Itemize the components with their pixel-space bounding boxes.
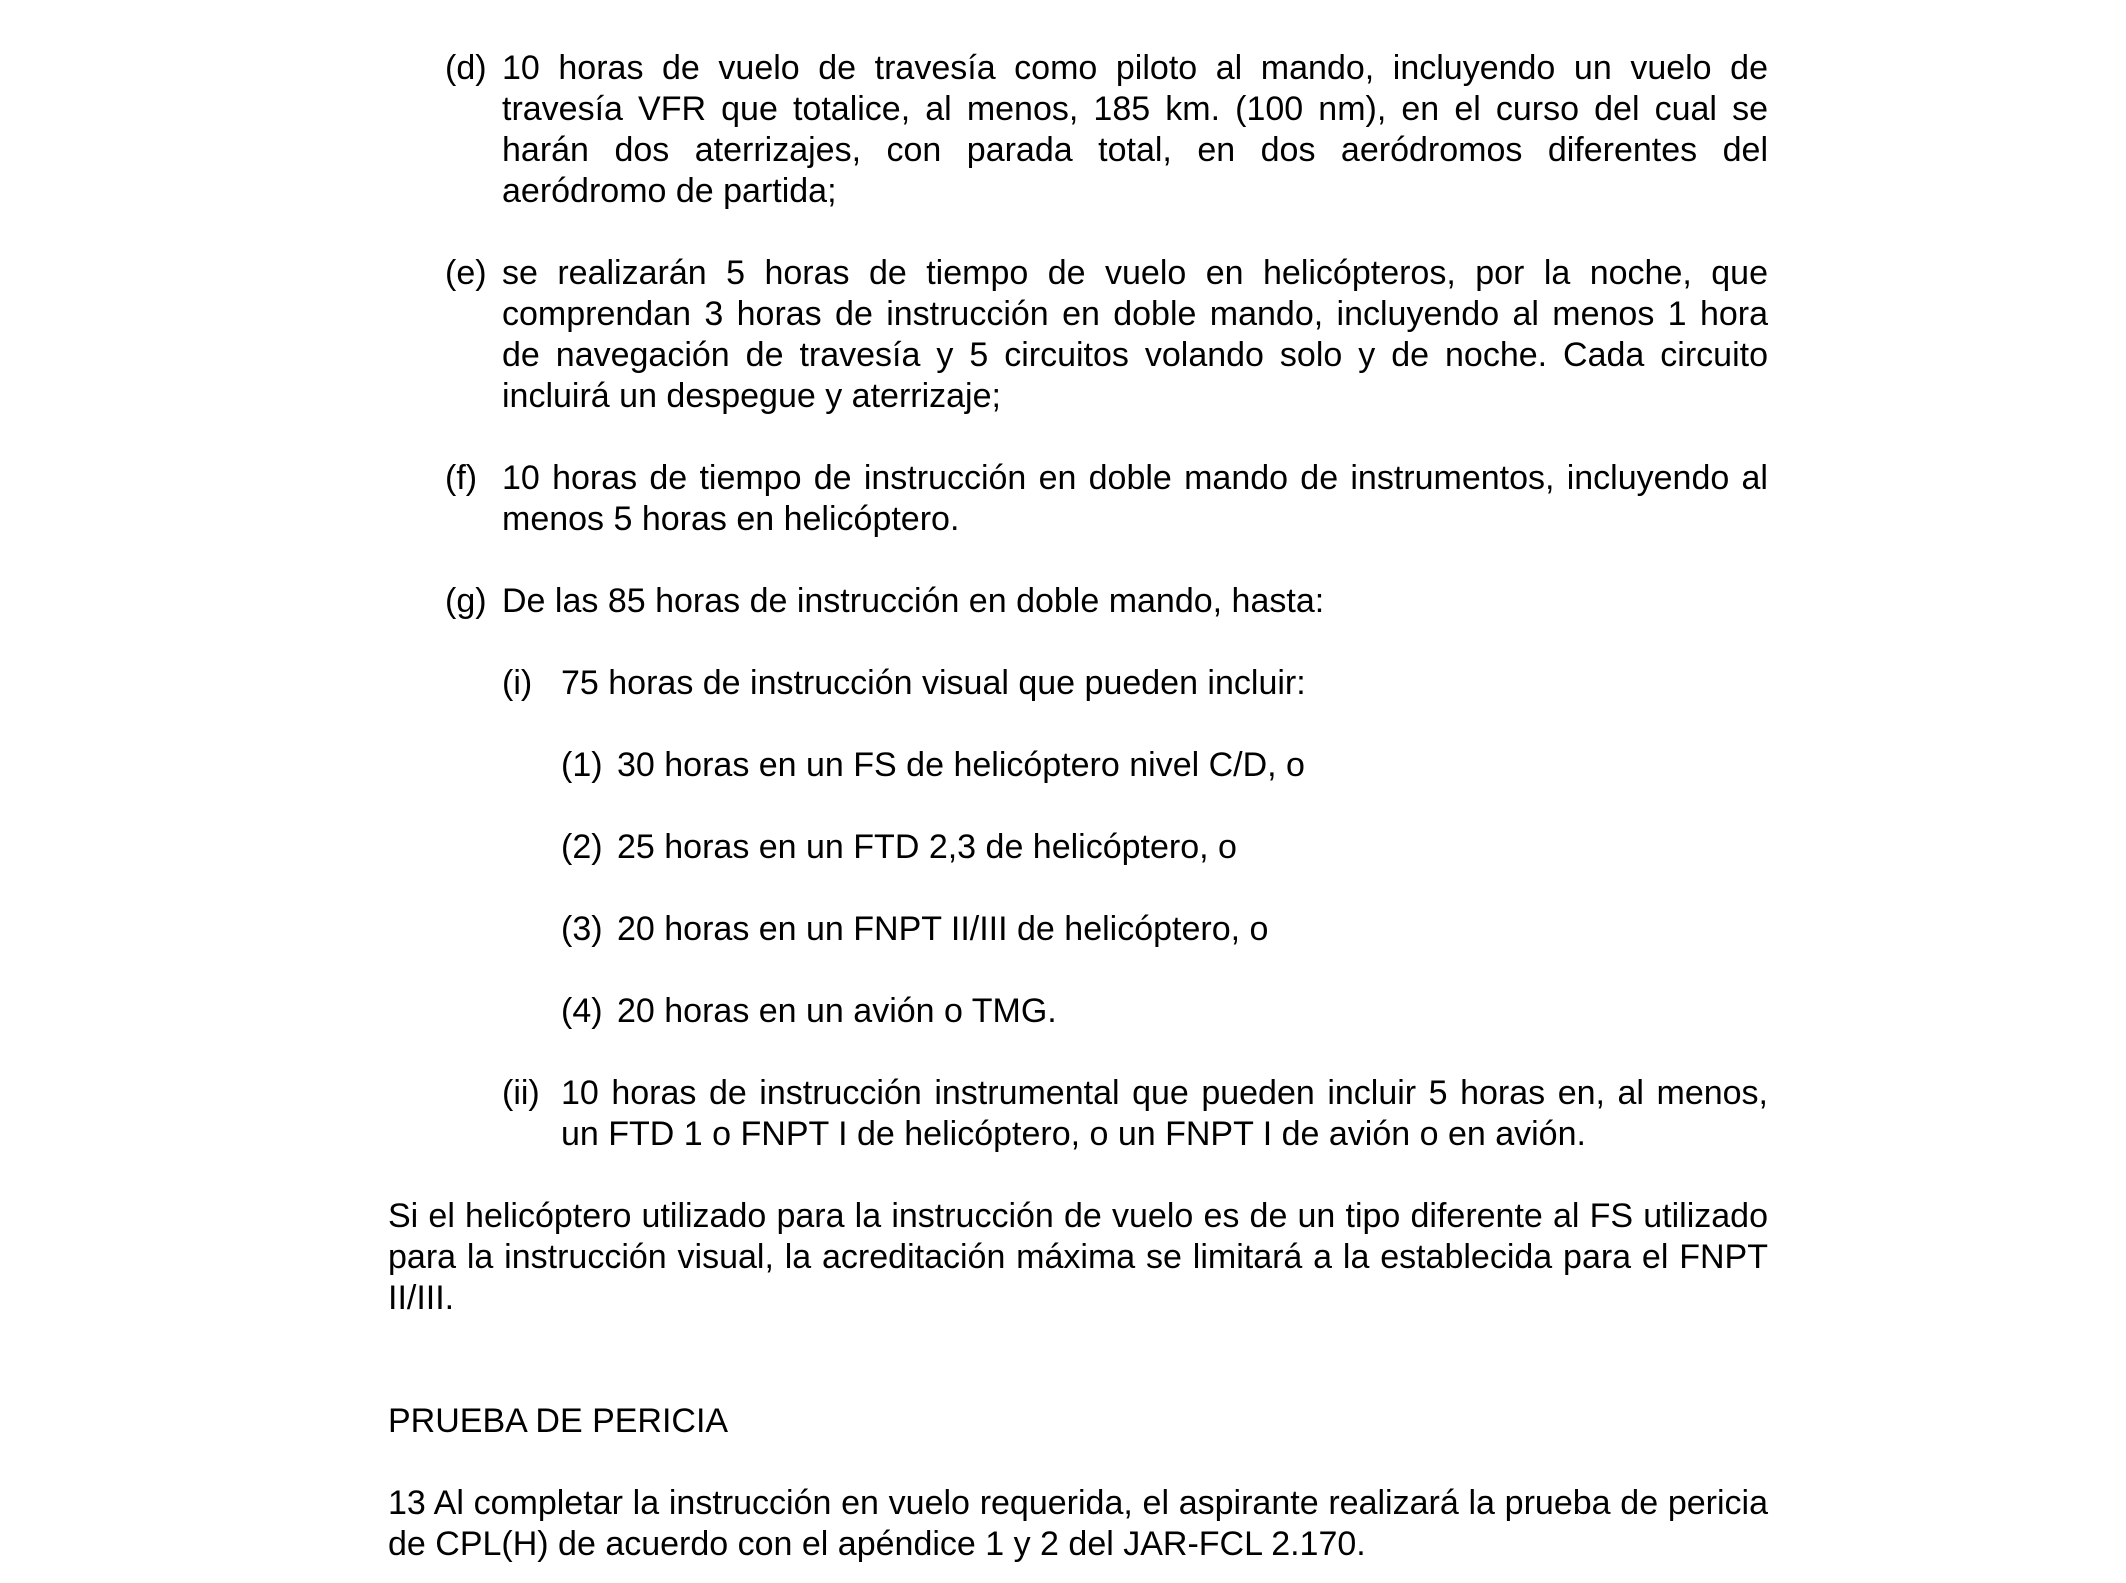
list-item-label: (f) [445, 459, 478, 497]
list-item-label: (1) [561, 746, 603, 784]
section-heading: PRUEBA DE PERICIA [388, 1402, 729, 1440]
list-item-text: 10 horas de tiempo de instrucción en doble mando de instrumentos, incluyendo al menos 5 horas en helicóptero. [502, 459, 1768, 538]
list-item-g [388, 581, 1768, 622]
list-item-g-i [388, 663, 1768, 704]
list-item-label: (i) [502, 664, 533, 702]
list-item-g-ii [388, 1073, 1768, 1155]
list-item-text: 10 horas de vuelo de travesía como piloto al mando, incluyendo un vuelo de travesía VFR que totalice, al menos, 185 km. (100 nm), en el curso del cual se harán dos aterrizajes, con parada total, en dos aeródromos diferentes del aeródromo de partida; [502, 49, 1768, 210]
list-item-label: (2) [561, 828, 603, 866]
list-item-text: 20 horas en un avión o TMG. [617, 992, 1057, 1030]
list-item-text: 30 horas en un FS de helicóptero nivel C/D, o [617, 746, 1305, 784]
document-page [388, 48, 1768, 1565]
note-paragraph: Si el helicóptero utilizado para la instrucción de vuelo es de un tipo diferente al FS utilizado para la instrucción visual, la acreditación máxima se limitará a la establecida para el FNPT II/III. [388, 1197, 1768, 1317]
list-item-label: (ii) [502, 1074, 540, 1112]
list-item-g-i-4 [388, 991, 1768, 1032]
list-item-text: 75 horas de instrucción visual que pueden incluir: [561, 664, 1306, 702]
list-item-label: (e) [445, 254, 487, 292]
list-item-label: (g) [445, 582, 487, 620]
list-item-e [388, 253, 1768, 417]
list-item-g-i-2 [388, 827, 1768, 868]
list-item-text: 25 horas en un FTD 2,3 de helicóptero, o [617, 828, 1237, 866]
list-item-label: (d) [445, 49, 487, 87]
list-item-g-i-3 [388, 909, 1768, 950]
list-item-text: 20 horas en un FNPT II/III de helicóptero, o [617, 910, 1269, 948]
list-item-text: De las 85 horas de instrucción en doble mando, hasta: [502, 582, 1325, 620]
list-item-label: (3) [561, 910, 603, 948]
list-item-label: (4) [561, 992, 603, 1030]
list-item-f [388, 458, 1768, 540]
list-item-text: 10 horas de instrucción instrumental que pueden incluir 5 horas en, al menos, un FTD 1 o FNPT I de helicóptero, o un FNPT I de avión o en avión. [561, 1074, 1768, 1153]
list-item-text: se realizarán 5 horas de tiempo de vuelo en helicópteros, por la noche, que comprendan 3 horas de instrucción en doble mando, incluyendo al menos 1 hora de navegación de travesía y 5 circuitos volando solo y de noche. Cada circuito incluirá un despegue y aterrizaje; [502, 254, 1768, 415]
list-item-g-i-1 [388, 745, 1768, 786]
paragraph-13: 13 Al completar la instrucción en vuelo requerida, el aspirante realizará la prueba de pericia de CPL(H) de acuerdo con el apéndice 1 y 2 del JAR-FCL 2.170. [388, 1484, 1768, 1563]
list-item-d [388, 48, 1768, 212]
